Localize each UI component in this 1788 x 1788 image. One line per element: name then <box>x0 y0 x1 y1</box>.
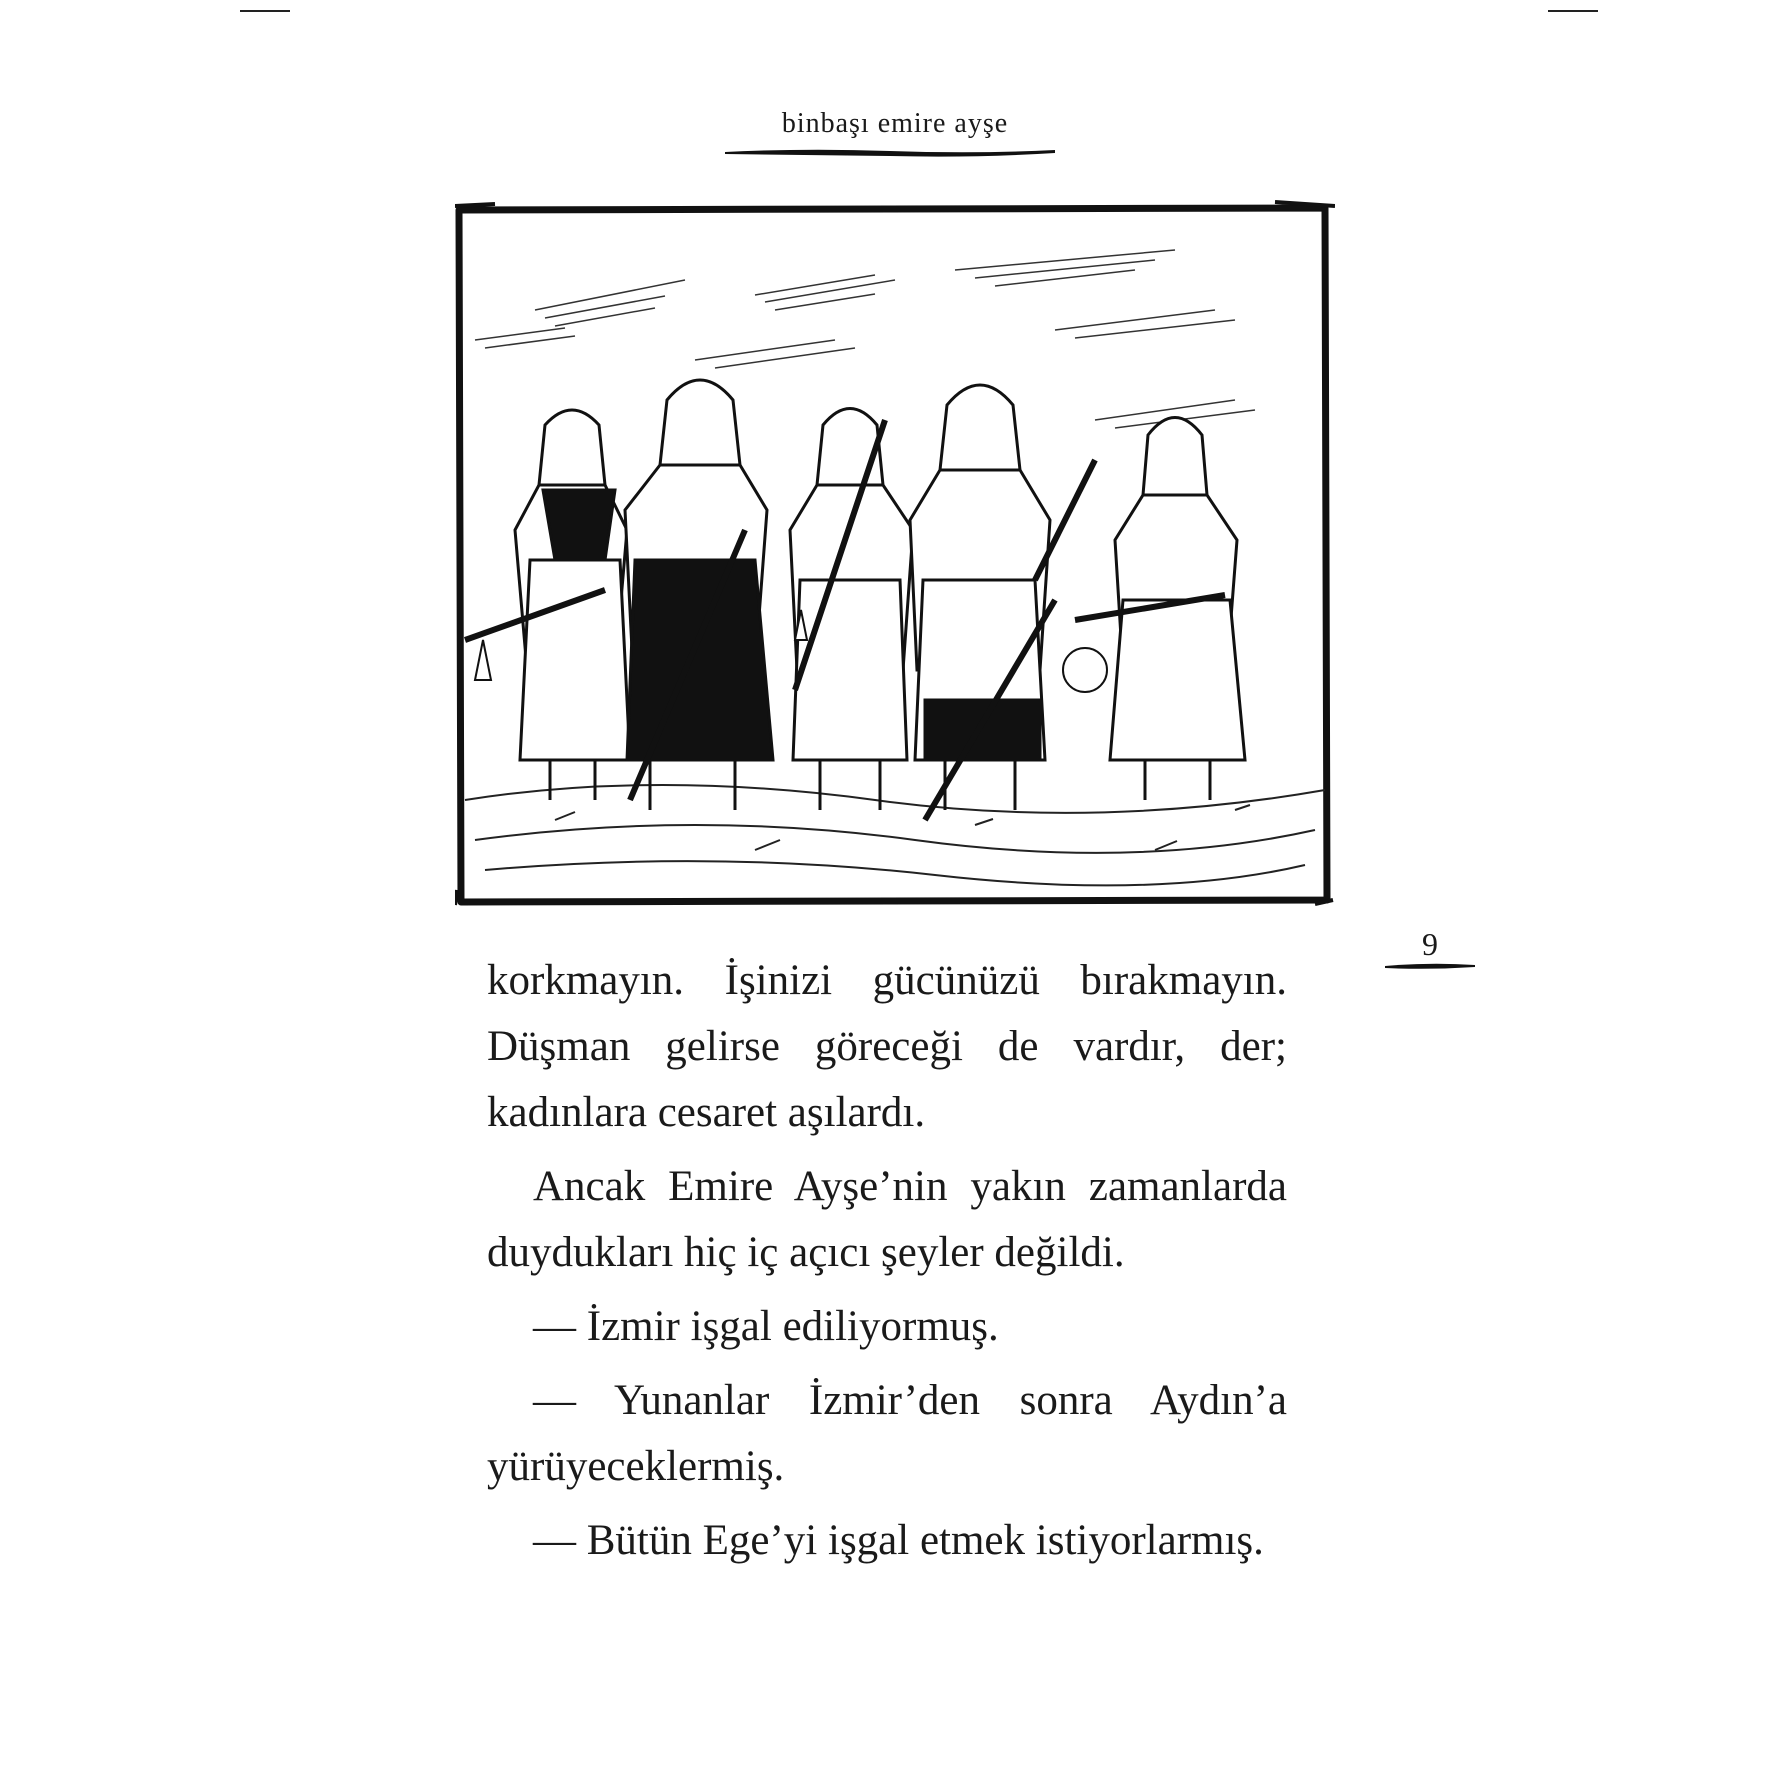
crop-mark-right <box>1548 10 1598 12</box>
page-number-rule <box>1385 961 1475 971</box>
dialogue-line-3: — Bütün Ege’yi işgal etmek istiyorlarmış. <box>533 1517 1264 1564</box>
running-header: binbaşı emire ayşe <box>781 108 1009 139</box>
page-number: 9 <box>1422 926 1438 962</box>
paragraph-1: korkmayın. İşinizi gücünüzü bırakmayın. Düşman gelirse göreceği de vardır, der; kadınlara cesaret aşılardı. <box>487 957 1287 1136</box>
women-with-hoes-illustration <box>455 200 1335 910</box>
paragraph-2: Ancak Emire Ayşe’nin yakın zamanlarda duydukları hiç iç açıcı şeyler değildi. <box>487 1163 1287 1276</box>
body-text <box>487 948 1287 1582</box>
crop-mark-left <box>240 10 290 12</box>
dialogue-line-2: — Yunanlar İzmir’den sonra Aydın’a yürüyeceklermiş. <box>487 1377 1287 1490</box>
dialogue-line-1: — İzmir işgal ediliyormuş. <box>533 1303 999 1350</box>
header-rule <box>725 146 1055 160</box>
